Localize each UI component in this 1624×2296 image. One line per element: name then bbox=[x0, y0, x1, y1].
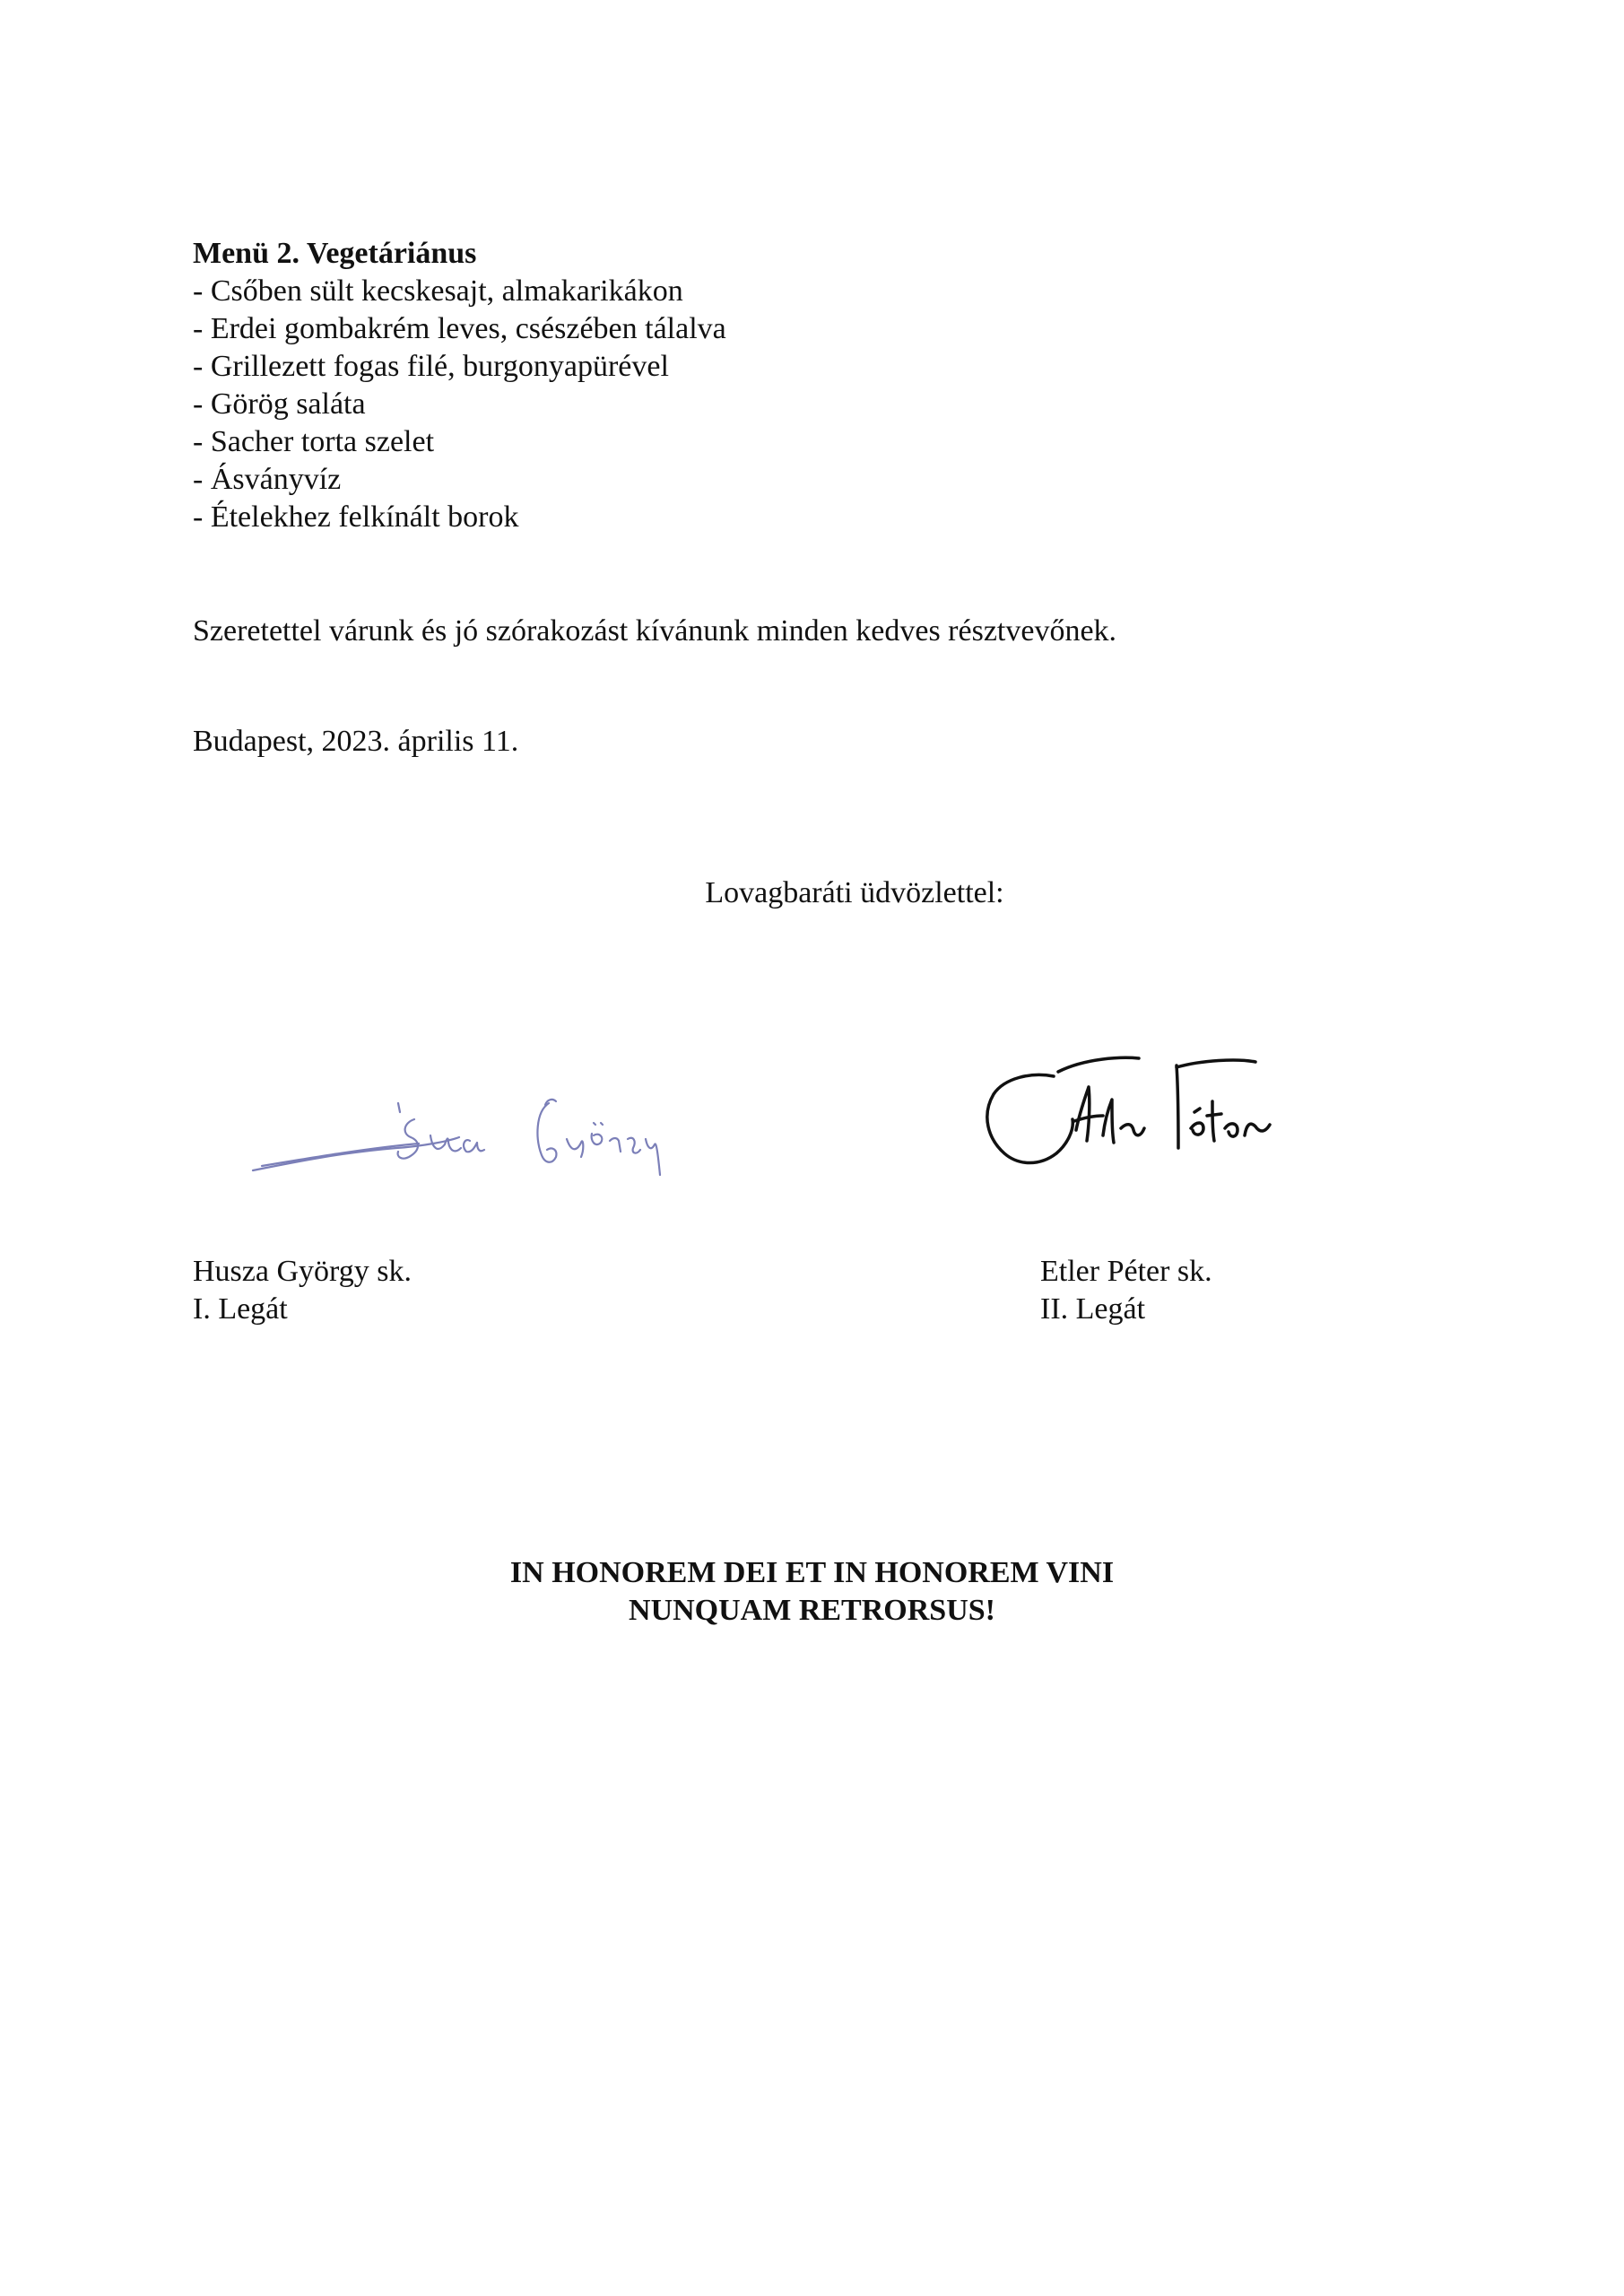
menu-item: - Erdei gombakrém leves, csészében tálalva bbox=[193, 312, 726, 345]
menu-item: - Grillezett fogas filé, burgonyapürével bbox=[193, 350, 669, 383]
signature-right bbox=[968, 1022, 1291, 1179]
signer-right-role: II. Legát bbox=[1040, 1292, 1146, 1326]
motto-line-2: NUNQUAM RETRORSUS! bbox=[629, 1594, 995, 1627]
signer-left-role: I. Legát bbox=[193, 1292, 288, 1326]
signer-right-name: Etler Péter sk. bbox=[1040, 1255, 1212, 1288]
menu-item: - Ásványvíz bbox=[193, 463, 342, 496]
signer-left-name: Husza György sk. bbox=[193, 1255, 412, 1288]
closing-salutation: Lovagbaráti üdvözlettel: bbox=[705, 876, 1004, 909]
motto bbox=[0, 1554, 1624, 1630]
motto-line-1: IN HONOREM DEI ET IN HONOREM VINI bbox=[509, 1556, 1115, 1589]
menu-item: - Ételekhez felkínált borok bbox=[193, 500, 519, 534]
menu-title: Menü 2. Vegetáriánus bbox=[193, 237, 477, 270]
signer-right bbox=[1040, 1253, 1212, 1328]
menu-item: - Csőben sült kecskesajt, almakarikákon bbox=[193, 274, 683, 308]
menu-section bbox=[193, 235, 726, 536]
place-date: Budapest, 2023. április 11. bbox=[193, 725, 519, 758]
menu-item: - Sacher torta szelet bbox=[193, 425, 435, 458]
signature-left bbox=[190, 1022, 710, 1193]
signer-left bbox=[193, 1253, 412, 1328]
menu-list bbox=[193, 273, 726, 536]
menu-item: - Görög saláta bbox=[193, 387, 366, 421]
greeting-text: Szeretettel várunk és jó szórakozást kívánunk minden kedves résztvevőnek. bbox=[193, 614, 1117, 648]
